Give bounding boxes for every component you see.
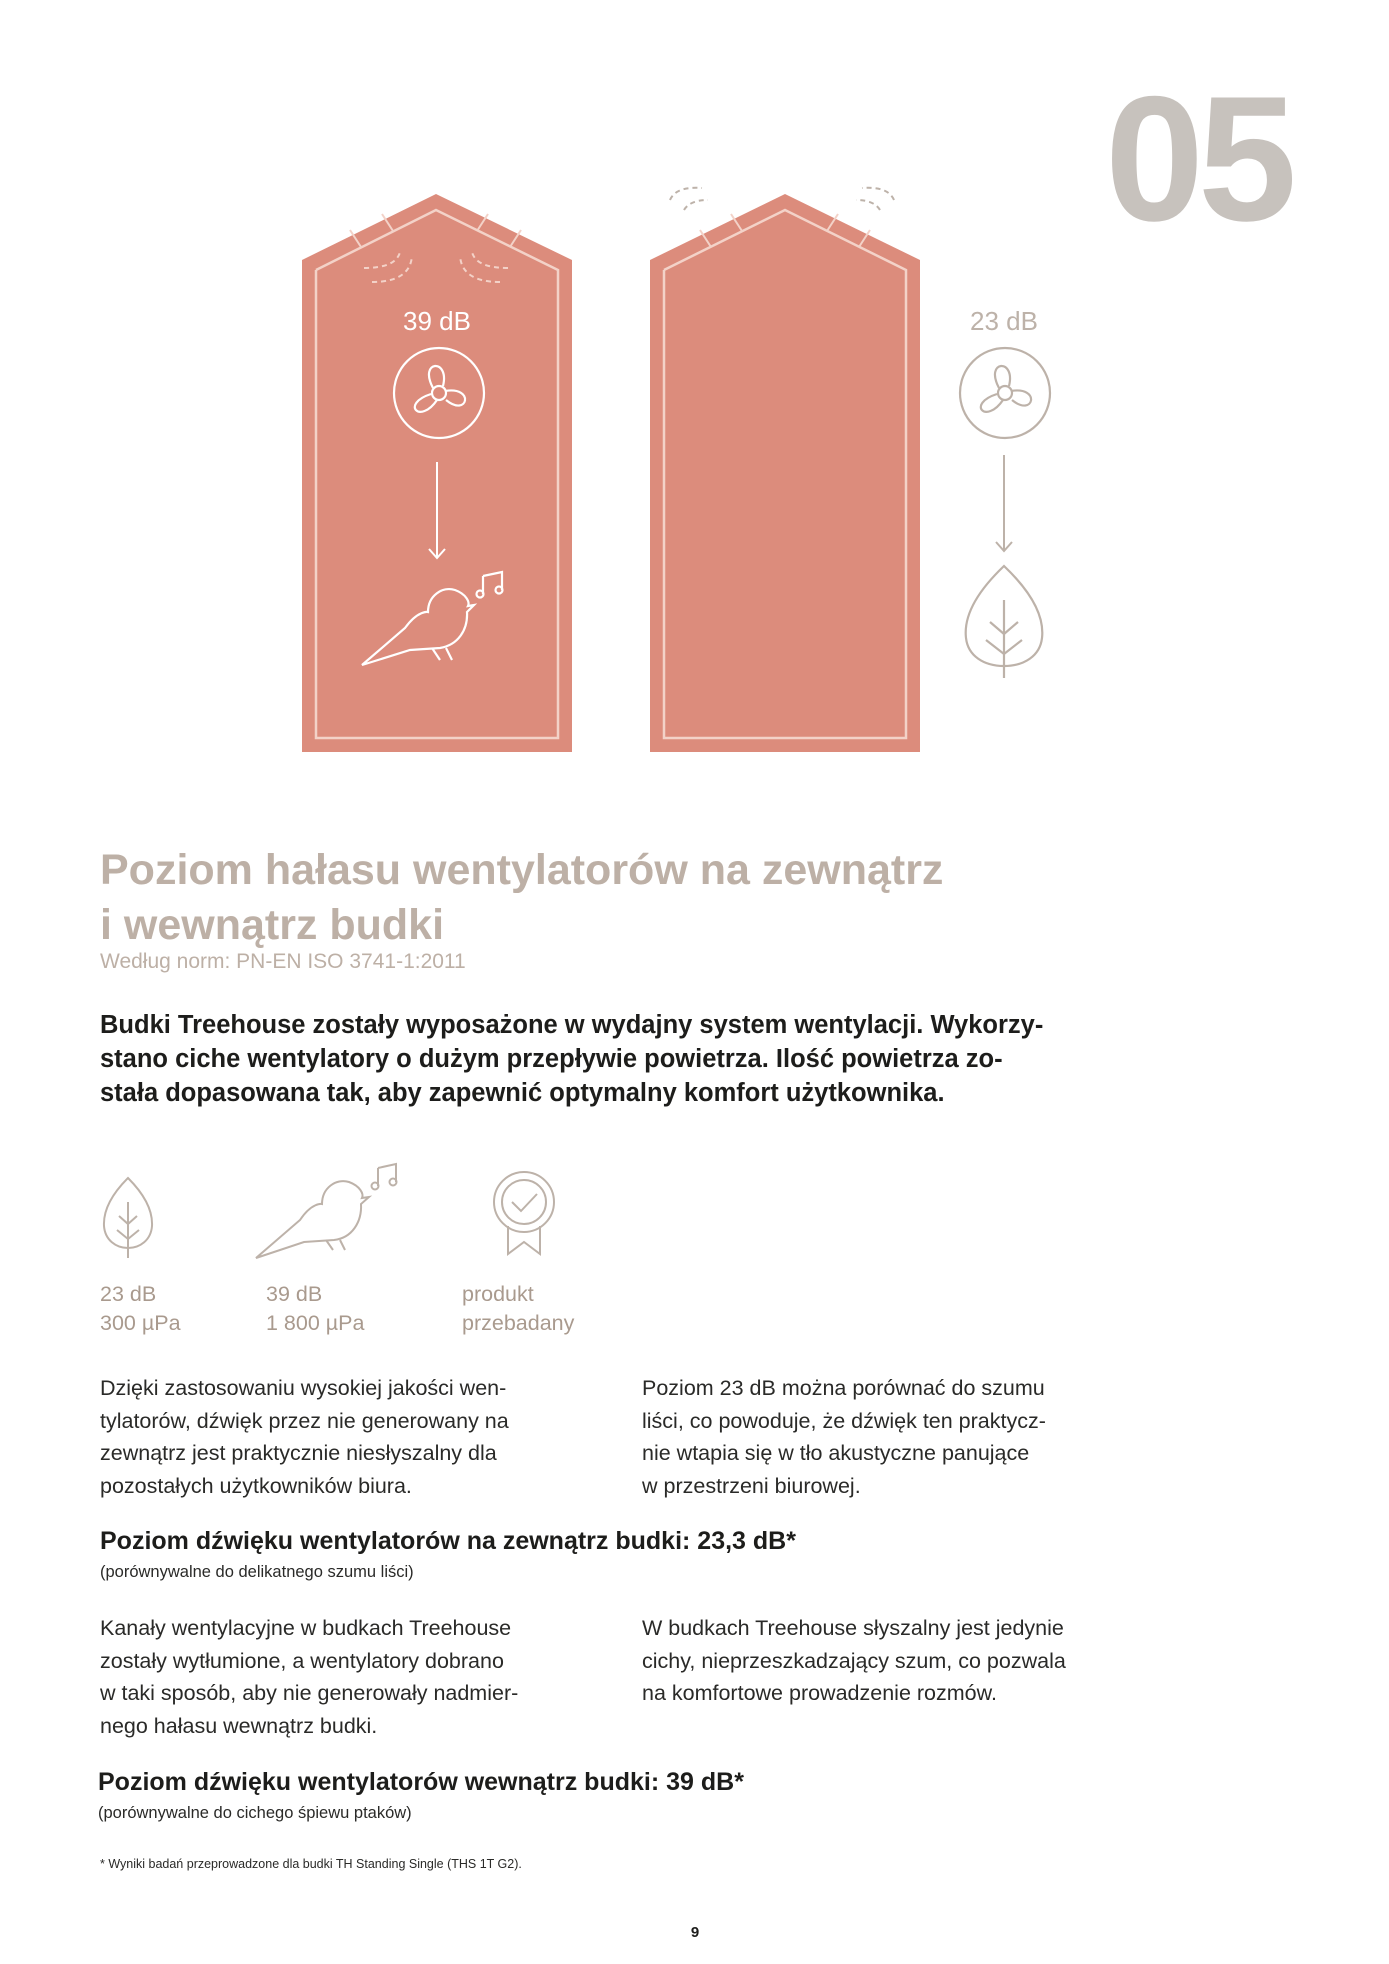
outside-level-heading: Poziom dźwięku wentylatorów na zewnątrz budki: 23,3 dB* — [100, 1527, 796, 1555]
text-line: nie wtapia się w tło akustyczne panujące — [642, 1441, 1030, 1465]
text-line: Kanały wentylacyjne w budkach Treehouse — [100, 1616, 512, 1640]
footnote: * Wyniki badań przeprowadzone dla budki TH Standing Single (THS 1T G2). — [100, 1857, 522, 1871]
text-line: zewnątrz jest praktycznie niesłyszalny dla — [100, 1441, 497, 1465]
arrow-down-icon — [996, 455, 1012, 551]
ventilation-illustration — [0, 0, 1389, 800]
bird-icon — [256, 1164, 397, 1258]
title-line: Poziom hałasu wentylatorów na zewnątrz — [100, 846, 944, 894]
outside-level-note: (porównywalne do delikatnego szumu liści) — [100, 1563, 414, 1581]
bird-icon-caption — [266, 1280, 364, 1338]
leaf-icon-caption — [100, 1280, 181, 1338]
text-line: cichy, nieprzeszkadzający szum, co pozwala — [642, 1648, 1066, 1673]
text-line: liści, co powoduje, że dźwięk ten praktycz- — [642, 1408, 1046, 1433]
caption-line: 23 dB — [100, 1282, 157, 1306]
caption-line: 1 800 µPa — [266, 1311, 365, 1335]
text-line: Dzięki zastosowaniu wysokiej jakości wen- — [100, 1376, 507, 1400]
badge-icon-caption — [462, 1280, 574, 1338]
section1-left-paragraph — [100, 1372, 620, 1502]
text-line: W budkach Treehouse słyszalny jest jedynie — [642, 1616, 1064, 1640]
caption-line: 300 µPa — [100, 1311, 181, 1335]
caption-line: produkt — [462, 1282, 534, 1306]
text-line: pozostałych użytkowników biura. — [100, 1473, 412, 1498]
section2-right-paragraph — [642, 1612, 1162, 1710]
lead-line: Budki Treehouse zostały wyposażone w wydajny system wentylacji. Wykorzy- — [100, 1011, 1044, 1039]
fan-icon — [960, 348, 1050, 438]
section1-right-paragraph — [642, 1372, 1162, 1502]
text-line: tylatorów, dźwięk przez nie generowany na — [100, 1408, 509, 1433]
chapter-number: 05 — [1105, 59, 1291, 258]
text-line: na komfortowe prowadzenie rozmów. — [642, 1681, 997, 1705]
booth-inside — [302, 194, 572, 752]
text-line: w taki sposób, aby nie generowały nadmier- — [100, 1681, 519, 1705]
icon-row — [90, 1150, 610, 1270]
lead-paragraph — [100, 1008, 1120, 1110]
page-number: 9 — [690, 1924, 700, 1941]
page-title — [100, 843, 1200, 953]
certified-badge-icon — [494, 1172, 554, 1254]
inside-level-heading: Poziom dźwięku wentylatorów wewnątrz budki: 39 dB* — [98, 1768, 744, 1796]
inside-level-label: 39 dB — [403, 306, 471, 336]
outside-level-label: 23 dB — [970, 306, 1038, 336]
inside-level-note: (porównywalne do cichego śpiewu ptaków) — [98, 1804, 412, 1822]
standard-reference: Według norm: PN-EN ISO 3741-1:2011 — [100, 950, 466, 973]
booth-outside — [650, 188, 920, 752]
leaf-icon — [966, 566, 1043, 678]
leaf-icon — [104, 1178, 152, 1258]
caption-line: 39 dB — [266, 1282, 323, 1306]
section2-left-paragraph — [100, 1612, 620, 1742]
lead-line: stała dopasowana tak, aby zapewnić optymalny komfort użytkownika. — [100, 1079, 945, 1107]
text-line: nego hałasu wewnątrz budki. — [100, 1713, 378, 1738]
title-line: i wewnątrz budki — [100, 901, 445, 949]
text-line: w przestrzeni biurowej. — [642, 1473, 861, 1498]
text-line: zostały wytłumione, a wentylatory dobrano — [100, 1648, 504, 1673]
lead-line: stano ciche wentylatory o dużym przepływie powietrza. Ilość powietrza zo- — [100, 1045, 1003, 1073]
text-line: Poziom 23 dB można porównać do szumu — [642, 1376, 1045, 1400]
caption-line: przebadany — [462, 1311, 575, 1335]
